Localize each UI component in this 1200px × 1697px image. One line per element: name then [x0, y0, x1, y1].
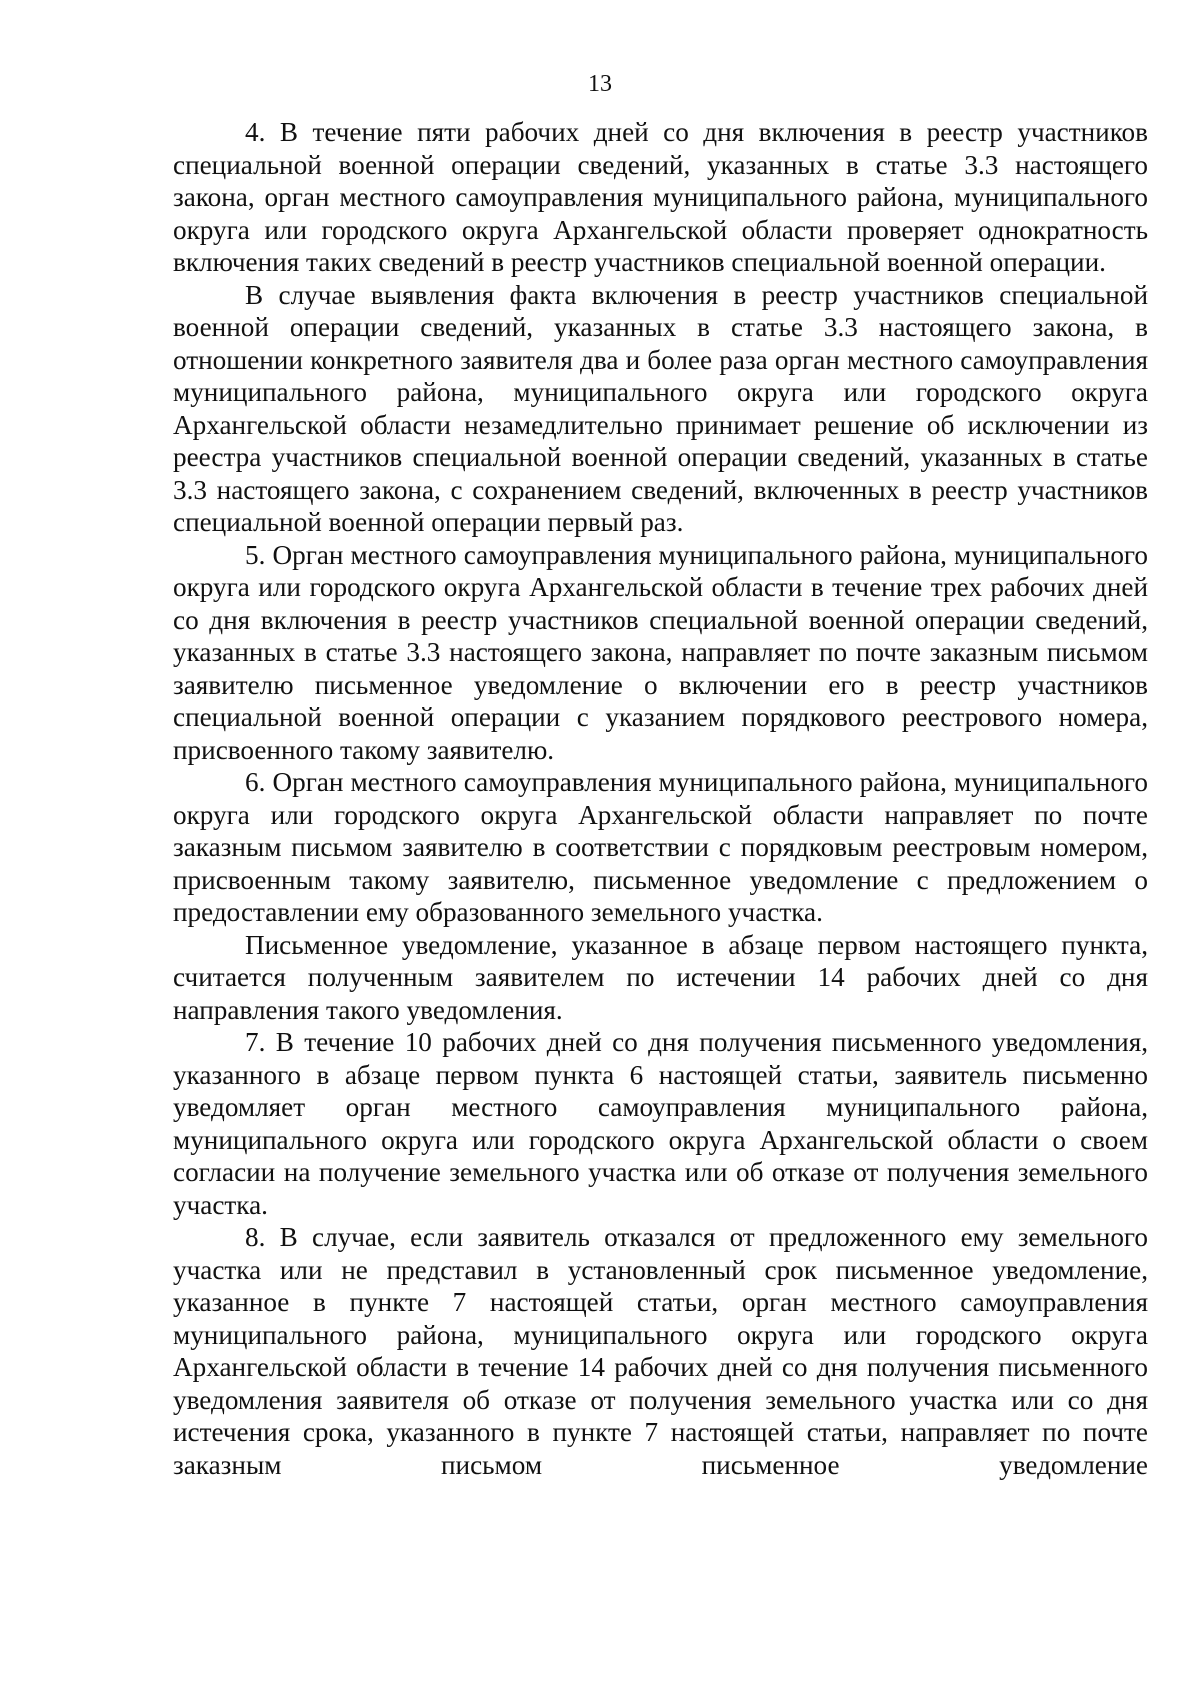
- page-number: 13: [588, 71, 612, 97]
- paragraph-item-8: 8. В случае, если заявитель отказался от предложенного ему земельного участка или не представил в установленный срок письменное уведомление, указанное в пункте 7 настоящей статьи, орган местного самоуправления муниципального района, муниципального округа или городского округа Архангельской области в течение 14 рабочих дней со дня получения письменного уведомления заявителя об отказе от получения земельного участка или со дня истечения срока, указанного в пункте 7 настоящей статьи, направляет по почте заказным письмом письменное уведомление: [173, 1222, 1148, 1480]
- paragraph-item-5: 5. Орган местного самоуправления муниципального района, муниципального округа или городского округа Архангельской области в течение трех рабочих дней со дня включения в реестр участников специальной военной операции сведений, указанных в статье 3.3 настоящего закона, направляет по почте заказным письмом заявителю письменное уведомление о включении его в реестр участников специальной военной операции с указанием порядкового реестрового номера, присвоенного такому заявителю.: [173, 539, 1148, 765]
- paragraph-duplicate-entries: В случае выявления факта включения в реестр участников специальной военной операции сведений, указанных в статье 3.3 настоящего закона, в отношении конкретного заявителя два и более раза орган местного самоуправления муниципального района, муниципального округа или городского округа Архангельской области незамедлительно принимает решение об исключении из реестра участников специальной военной операции сведений, указанных в статье 3.3 настоящего закона, с сохранением сведений, включенных в реестр участников специальной военной операции первый раз.: [173, 279, 1148, 537]
- paragraph-item-6: 6. Орган местного самоуправления муниципального района, муниципального округа или городского округа Архангельской области направляет по почте заказным письмом заявителю в соответствии с порядковым реестровым номером, присвоенным такому заявителю, письменное уведомление с предложением о предоставлении ему образованного земельного участка.: [173, 767, 1148, 927]
- paragraph-item-7: 7. В течение 10 рабочих дней со дня получения письменного уведомления, указанного в абзаце первом пункта 6 настоящей статьи, заявитель письменно уведомляет орган местного самоуправления муниципального района, муниципального округа или городского округа Архангельской области о своем согласии на получение земельного участка или об отказе от получения земельного участка.: [173, 1027, 1148, 1220]
- paragraph-notice-received: Письменное уведомление, указанное в абзаце первом настоящего пункта, считается полученным заявителем по истечении 14 рабочих дней со дня направления такого уведомления.: [173, 929, 1148, 1025]
- paragraph-item-4: 4. В течение пяти рабочих дней со дня включения в реестр участников специальной военной операции сведений, указанных в статье 3.3 настоящего закона, орган местного самоуправления муниципального района, муниципального округа или городского округа Архангельской области проверяет однократность включения таких сведений в реестр участников специальной военной операции.: [173, 117, 1148, 277]
- document-body: [173, 116, 1148, 1481]
